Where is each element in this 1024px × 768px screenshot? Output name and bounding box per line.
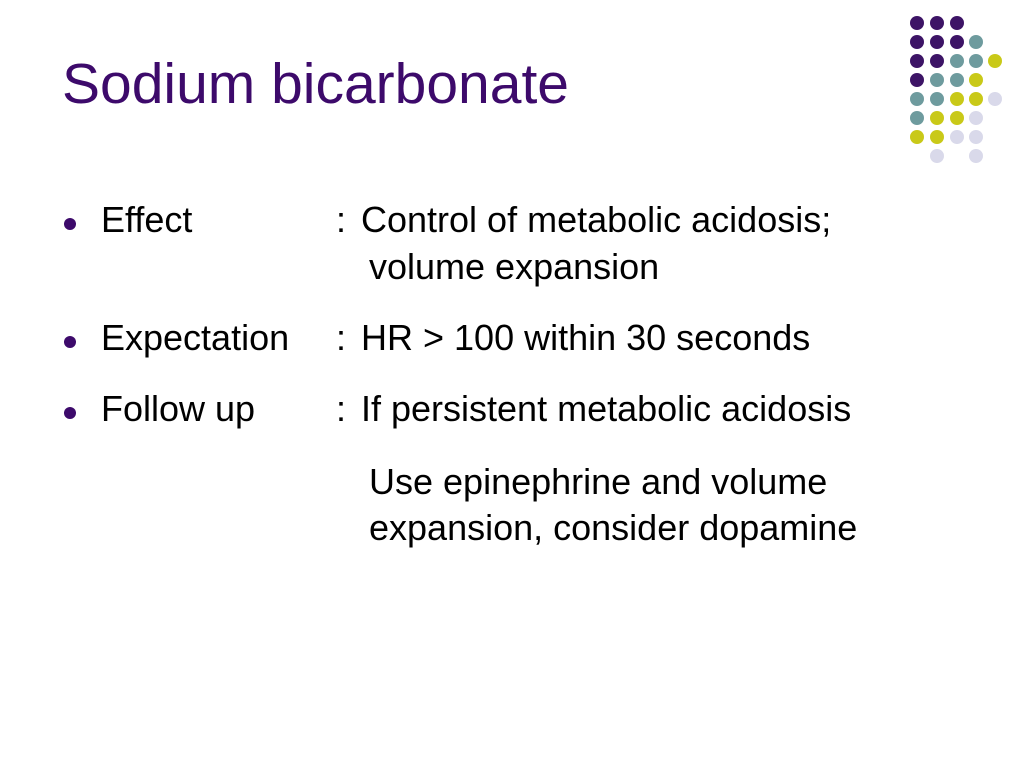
bullet-icon [64, 218, 76, 230]
bullet-description-line: If persistent metabolic acidosis [361, 388, 852, 429]
bullet-term: Expectation [101, 317, 290, 358]
bullet-description-line: Control of metabolic acidosis; [361, 199, 832, 240]
bullet-description-continuation: volume expansion [369, 246, 660, 287]
bullet-description [361, 314, 1001, 362]
bullet-separator: : [336, 388, 347, 429]
bullet-description [361, 196, 1001, 244]
bullet-separator: : [336, 317, 347, 358]
bullet-separator: : [336, 199, 347, 240]
continuation-line: Use epinephrine and volume [369, 461, 828, 502]
bullet-icon [64, 407, 76, 419]
bullet-description-line: HR > 100 within 30 seconds [361, 317, 811, 358]
slide-title: Sodium bicarbonate [62, 52, 569, 116]
bullet-icon [64, 336, 76, 348]
bullet-description [361, 385, 1001, 433]
continuation-line: expansion, consider dopamine [369, 507, 858, 548]
bullet-term: Effect [101, 199, 193, 240]
bullet-term: Follow up [101, 388, 256, 429]
